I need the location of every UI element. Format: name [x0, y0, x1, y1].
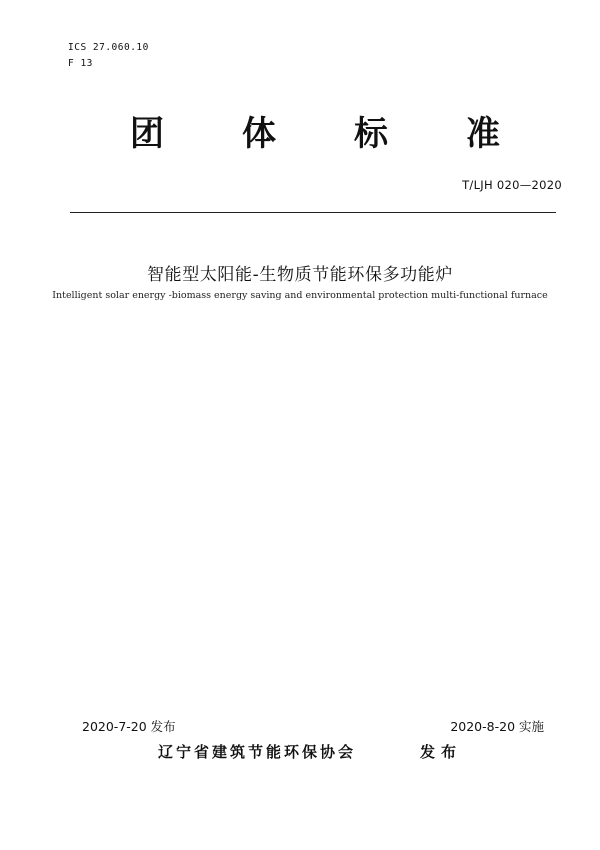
doc-type-char: 准 — [466, 114, 500, 154]
publisher-name: 辽宁省建筑节能环保协会 — [158, 743, 357, 761]
ics-code: ICS 27.060.10 — [68, 42, 149, 53]
title-chinese: 智能型太阳能-生物质节能环保多功能炉 — [147, 265, 453, 285]
standard-number: T/LJH 020—2020 — [462, 178, 562, 192]
ccs-code: F 13 — [68, 58, 93, 69]
implementation-date: 2020-8-20 实施 — [450, 719, 544, 734]
doc-type-char: 团 — [130, 114, 164, 154]
document-type-heading — [130, 106, 500, 155]
header-divider — [70, 212, 556, 213]
doc-type-char: 体 — [242, 114, 276, 154]
issue-date: 2020-7-20 发布 — [82, 719, 176, 734]
title-english: Intelligent solar energy -biomass energy saving and environmental protection multi-functional furnace — [52, 290, 548, 301]
doc-type-char: 标 — [354, 114, 388, 154]
publish-label: 发布 — [420, 743, 463, 761]
